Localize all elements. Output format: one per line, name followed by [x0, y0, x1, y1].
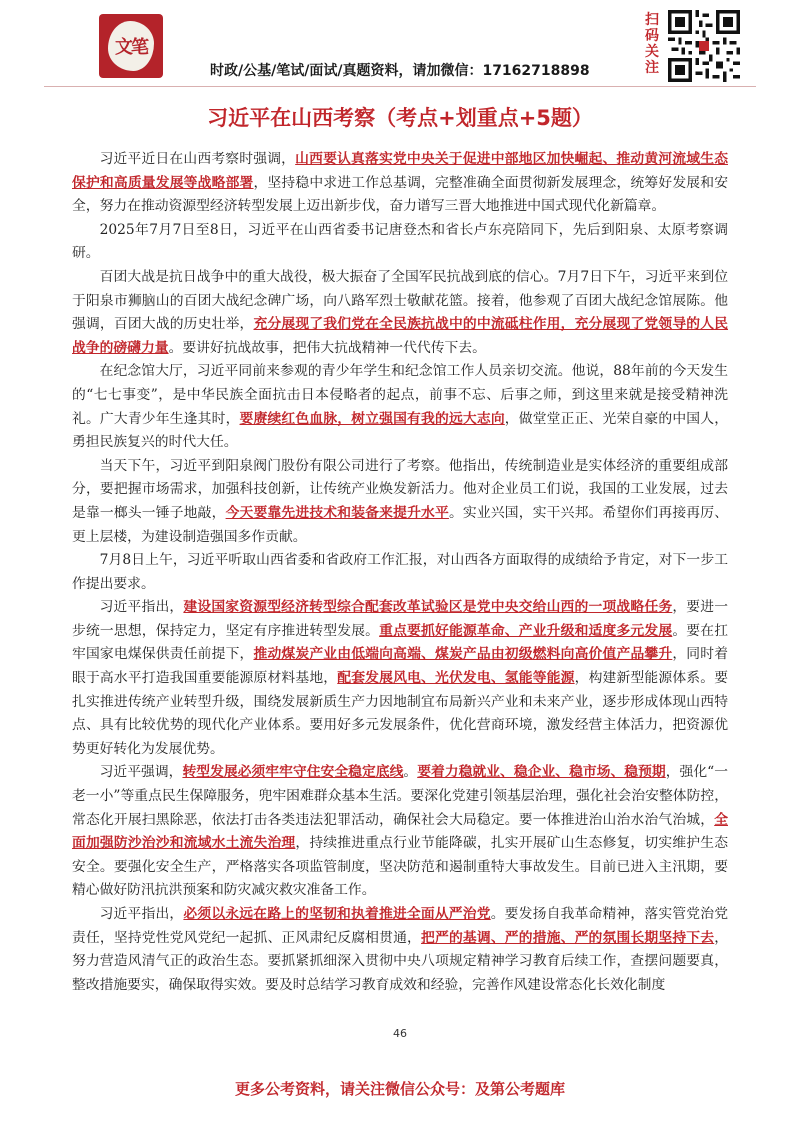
paragraph: [72, 148, 728, 219]
brand-logo: [99, 14, 163, 78]
paragraph-text: ，强化“一老一小”等重点民生保障服务，兜牢困难群众基本生活。要深化党建引领基层治理，强化社会治安整体防控，常态化开展扫黑除恶，依法打击各类违法犯罪活动，确保社会大局稳定。要一体推进治山治水治气治城，: [72, 764, 729, 828]
highlighted-key-point: 推动煤炭产业由低端向高端、煤炭产品由初级燃料向高价值产品攀升: [253, 646, 673, 663]
brand-logo-mark: 文笔: [108, 21, 154, 71]
page-number: 46: [393, 1027, 407, 1040]
paragraph-text: 7月8日上午，习近平听取山西省委和省政府工作汇报，对山西各方面取得的成绩给予肯定，对下一步工作提出要求。: [72, 552, 728, 592]
paragraph-text: ，做堂堂正正、光荣自豪的中国人，勇担民族复兴的时代大任。: [72, 410, 729, 451]
paragraph-text: ，持续推进重点行业节能降碳，扎实开展矿山生态修复，切实维护生态安全。要强化安全生产，严格落实各项监管制度，坚决防范和遏制重特大事故发生。目前已进入主汛期，要精心做好防汛抗洪预案和防灾减灾救灾准备工作。: [72, 835, 728, 899]
paragraph: [72, 360, 728, 454]
paragraph-text: ，同时着眼于高水平打造我国重要能源原材料基地，: [72, 646, 729, 687]
paragraph-text: 当天下午，习近平到阳泉阀门股份有限公司进行了考察。他指出，传统制造业是实体经济的重要组成部分，要把握市场需求，加强科技创新，让传统产业焕发新活力。他对企业员工们说，我国的工业发展，过去是靠一榔头一锤子地敲，: [72, 457, 728, 521]
paragraph-text: 在纪念馆大厅，习近平同前来参观的青少年学生和纪念馆工作人员亲切交流。他说，88年前的今天发生的“七七事变”，是中华民族全面抗击日本侵略者的起点，前事不忘、后事之师，到这里来就是接受精神洗礼。广大青少年生逢其时，: [72, 363, 728, 427]
highlighted-key-point: 建设国家资源型经济转型综合配套改革试验区是党中央交给山西的一项战略任务: [183, 599, 673, 616]
highlighted-key-point: 充分展现了我们党在全民族抗战中的中流砥柱作用，充分展现了党领导的人民战争的磅礴力量: [72, 316, 729, 356]
highlighted-key-point: 今天要靠先进技术和装备来提升水平: [225, 504, 449, 521]
highlighted-key-point: 转型发展必须牢牢守住安全稳定底线: [182, 764, 404, 781]
paragraph: [72, 219, 728, 266]
paragraph: [72, 455, 728, 549]
scan-follow-label: 扫码关注: [645, 12, 659, 76]
paragraph-text: 2025年7月7日至8日，习近平在山西省委书记唐登杰和省长卢东亮陪同下，先后到阳泉、太原考察调研。: [72, 221, 728, 262]
paragraph-text: 。: [403, 764, 418, 781]
paragraph: [72, 903, 728, 997]
paragraph-text: 习近平指出，: [99, 599, 184, 616]
document-title: 习近平在山西考察（考点+划重点+5题）: [207, 106, 593, 130]
highlighted-key-point: 要着力稳就业、稳企业、稳市场、稳预期: [417, 764, 666, 781]
qr-code-icon[interactable]: [668, 10, 740, 82]
paragraph-text: 。要发扬自我革命精神，落实管党治党责任，坚持党性党风党纪一起抓、正风肃纪反腐相贯通，: [72, 906, 729, 946]
paragraph: [72, 761, 728, 903]
paragraph-text: 习近平强调，: [99, 764, 183, 781]
header-divider: [44, 86, 756, 87]
paragraph-text: 百团大战是抗日战争中的重大战役，极大振奋了全国军民抗战到底的信心。7月7日下午，习近平来到位于阳泉市狮脑山的百团大战纪念碑广场，向八路军烈士敬献花篮。接着，他参观了百团大战纪念馆展陈。他强调，百团大战的历史壮举，: [72, 268, 728, 333]
highlighted-key-point: 把严的基调、严的措施、严的氛围长期坚持下去: [421, 929, 715, 946]
highlighted-key-point: 山西要认真落实党中央关于促进中部地区加快崛起、推动黄河流域生态保护和高质量发展等战略部署: [72, 151, 729, 191]
paragraph-text: 习近平近日在山西考察时强调，: [99, 151, 296, 167]
paragraph: [72, 266, 728, 360]
paragraph-text: ，努力营造风清气正的政治生态。要抓紧抓细深入贯彻中央八项规定精神学习教育后续工作，查摆问题要真，整改措施要实，确保取得实效。要及时总结学习教育成效和经验，完善作风建设常态化长效化制度: [72, 929, 729, 993]
paragraph-text: ，要进一步统一思想，保持定力，坚定有序推进转型发展。: [72, 599, 729, 639]
paragraph: [72, 549, 728, 596]
highlighted-key-point: 重点要抓好能源革命、产业升级和适度多元发展: [379, 622, 673, 639]
paragraph-text: ，构建新型能源体系。要扎实推进传统产业转型升级，围绕发展新质生产力因地制宜布局新兴产业和未来产业，逐步形成体现山西特点、具有比较优势的现代化产业体系。要用好多元发展条件，优化营商环境，激发经营主体活力，把资源优势更好转化为发展优势。: [72, 670, 729, 757]
paragraph-text: 习近平指出，: [99, 906, 184, 922]
article-body: [72, 148, 728, 997]
highlighted-key-point: 配套发展风电、光伏发电、氢能等能源: [337, 670, 575, 687]
highlighted-key-point: 必须以永远在路上的坚韧和执着推进全面从严治党: [183, 906, 491, 922]
paragraph-text: 。实业兴国，实干兴邦。希望你们再接再厉、更上层楼，为建设制造强国多作贡献。: [72, 504, 729, 545]
paragraph: [72, 596, 728, 761]
paragraph-text: 。要在扛牢国家电煤保供责任前提下，: [72, 622, 729, 663]
highlighted-key-point: 全面加强防沙治沙和流域水土流失治理: [72, 811, 728, 852]
header-contact-text: 时政/公基/笔试/面试/真题资料，请加微信：17162718898: [210, 63, 590, 79]
paragraph-text: ，坚持稳中求进工作总基调，完整准确全面贯彻新发展理念，统筹好发展和安全，努力在推动资源型经济转型发展上迈出新步伐，奋力谱写三晋大地推进中国式现代化新篇章。: [72, 174, 729, 215]
footer-promo-text: 更多公考资料，请关注微信公众号：及第公考题库: [234, 1080, 565, 1098]
highlighted-key-point: 要赓续红色血脉，树立强国有我的远大志向: [239, 410, 505, 427]
paragraph-text: 。要讲好抗战故事，把伟大抗战精神一代代传下去。: [168, 339, 486, 356]
